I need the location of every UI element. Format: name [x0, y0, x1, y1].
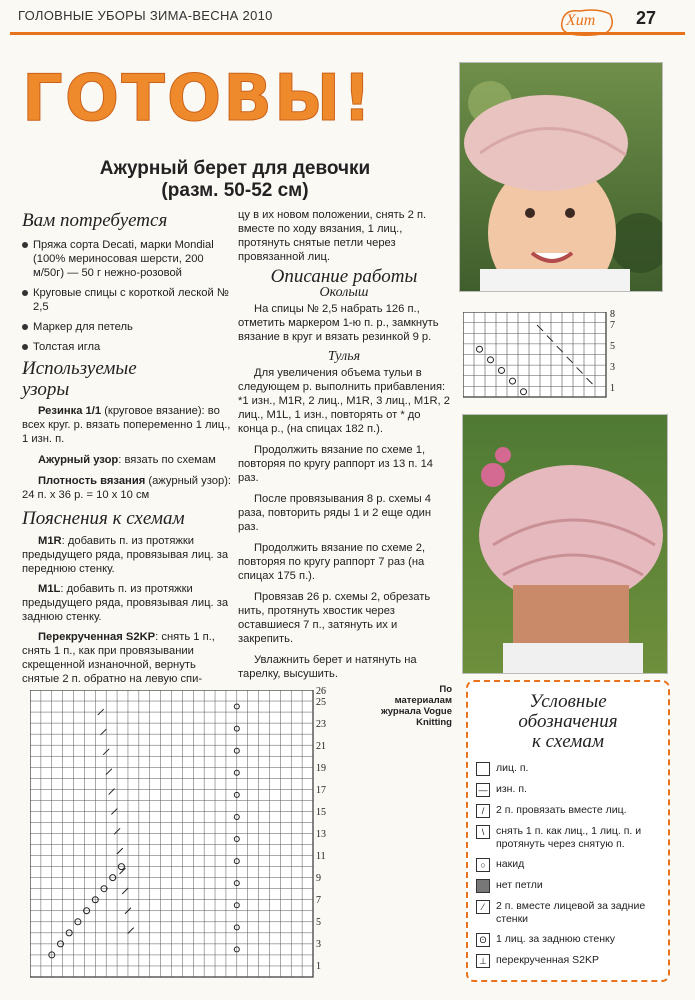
list-item: Пряжа сорта Decati, марки Mondial (100% мериносовая шерсти, 200 м/50г) — 50 г нежно-розовой — [22, 238, 232, 280]
purl-stitch-icon: — — [476, 783, 490, 797]
patterns-section — [22, 358, 232, 502]
legend-item: лиц. п. — [476, 762, 660, 776]
crown-para-3: После провязывания 8 р. схемы 4 раза, повторить ряды 1 и 2 еще один раз. — [238, 493, 432, 533]
legend-item: ⁄ 2 п. вместе лицевой за задние стенки — [476, 900, 660, 926]
rib-pattern: Резинка 1/1 (круговое вязание): во всех круг. р. вязать попеременно 1 лиц., 1 изн. п. — [22, 405, 231, 445]
legend-item: нет петли — [476, 879, 660, 893]
hit-badge-label: Хит — [566, 12, 596, 29]
legend-item: — изн. п. — [476, 783, 660, 797]
no-stitch-icon — [476, 879, 490, 893]
crown-para-2: Продолжить вязание по схеме 1, повторяя по кругу раппорт из 13 п. 14 раз. — [238, 444, 434, 484]
band-heading: Околыш — [319, 285, 369, 300]
skp-icon: \ — [476, 825, 490, 839]
work-heading: Описание работы — [270, 266, 418, 287]
chart-1 — [463, 312, 607, 403]
notes-heading: Пояснения к схемам — [22, 508, 185, 529]
band-text: На спицы № 2,5 набрать 126 п., отметить маркером 1-ю п. р., замкнуть вязание в круг и вязать резинкой 9 р. — [238, 303, 439, 343]
magazine-header: ГОЛОВНЫЕ УБОРЫ ЗИМА-ВЕСНА 2010 — [18, 8, 273, 23]
yarn-over-icon: ○ — [476, 858, 490, 872]
crown-para-1: Для увеличения объема тульи в следующем р. выполнить прибавления: *1 изн., M1R, 2 лиц., M1R, 3 лиц., M1R, 2 лиц., M1L, 1 изн., повторять от * до конца р., (на спицах 182 п.). — [238, 367, 450, 435]
legend-item: \ снять 1 п. как лиц., 1 лиц. п. и протянуть через снятую п. — [476, 825, 660, 851]
crown-heading: Тулья — [327, 349, 361, 364]
crown-para-6: Увлажнить берет и натянуть на тарелку, высушить. — [238, 654, 417, 680]
knit-stitch-icon — [476, 762, 490, 776]
materials-heading: Вам потребуется — [22, 210, 168, 231]
page-title: ГОТОВЫ! — [22, 62, 374, 136]
note-m1r: M1R: добавить п. из протяжки предыдущего ряда, провязывая лиц. за переднюю стенку. — [22, 535, 229, 575]
k2tog-icon: / — [476, 804, 490, 818]
legend-box — [466, 680, 670, 982]
note-m1l: M1L: добавить п. из протяжки предыдущего ряда, провязывая лиц. за заднюю стенку. — [22, 583, 229, 623]
note-s2kp: Перекрученная S2KP: снять 1 п., снять 1 п., как при провязывании скрещенной изнаночной, вернуть снятые 2 п. обратно на левую спи- — [22, 631, 215, 685]
chart-2-row-numbers: 26 25 23 21 19 17 15 13 11 9 7 5 3 1 — [316, 686, 326, 972]
patterns-heading: Используемые узоры — [22, 358, 137, 400]
legend-heading: Условные обозначения к схемам — [518, 691, 618, 752]
notes-section — [22, 508, 232, 686]
girl-beret-image — [460, 63, 662, 291]
page-number: 27 — [636, 8, 657, 28]
legend-item: ○ накид — [476, 858, 660, 872]
source-credit: По материалам журнала Vogue Knitting — [381, 684, 452, 728]
crown-para-4: Продолжить вязание по схеме 2, повторяя по кругу раппорт 7 раз (на спицах 175 п.). — [238, 542, 426, 582]
article-subtitle — [20, 158, 450, 202]
legend-item: ⊥ перекрученная S2KP — [476, 954, 660, 968]
legend-item: / 2 п. провязать вместе лиц. — [476, 804, 660, 818]
gauge: Плотность вязания (ажурный узор): 24 п. х 36 р. = 10 х 10 см — [22, 475, 232, 501]
list-item: Круговые спицы с короткой леской № 2,5 — [22, 286, 232, 314]
subtitle-line-2: (разм. 50-52 см) — [161, 180, 309, 201]
chart-2 — [30, 690, 314, 983]
k2tog-tbl-icon: ⁄ — [476, 900, 490, 914]
lace-pattern: Ажурный узор: вязать по схемам — [38, 454, 216, 466]
legend-item: ʘ 1 лиц. за заднюю стенку — [476, 933, 660, 947]
chart-1-grid — [463, 312, 607, 398]
beret-photo-back — [462, 414, 668, 674]
subtitle-line-1: Ажурный берет для девочки — [99, 158, 371, 179]
materials-section — [22, 210, 232, 360]
girl-photo-top — [459, 62, 663, 292]
twisted-s2kp-icon: ⊥ — [476, 954, 490, 968]
beret-back-image — [463, 415, 667, 673]
instructions-column — [238, 208, 450, 681]
header-rule — [10, 32, 685, 35]
list-item: Толстая игла — [22, 340, 232, 354]
continued-text: цу в их новом положении, снять 2 п. вместе по ходу вязания, 1 лиц., протянуть снятые петли через провязанной лиц. — [238, 209, 427, 263]
list-item: Маркер для петель — [22, 320, 232, 334]
crown-para-5: Провязав 26 р. схемы 2, обрезать нить, протянуть хвостик через оставшиеся 7 п., затянуть их и закрепить. — [238, 591, 431, 645]
chart-1-row-numbers: 8 7 5 3 1 — [610, 309, 615, 394]
knit-tbl-icon: ʘ — [476, 933, 490, 947]
chart-2-grid — [30, 690, 314, 978]
